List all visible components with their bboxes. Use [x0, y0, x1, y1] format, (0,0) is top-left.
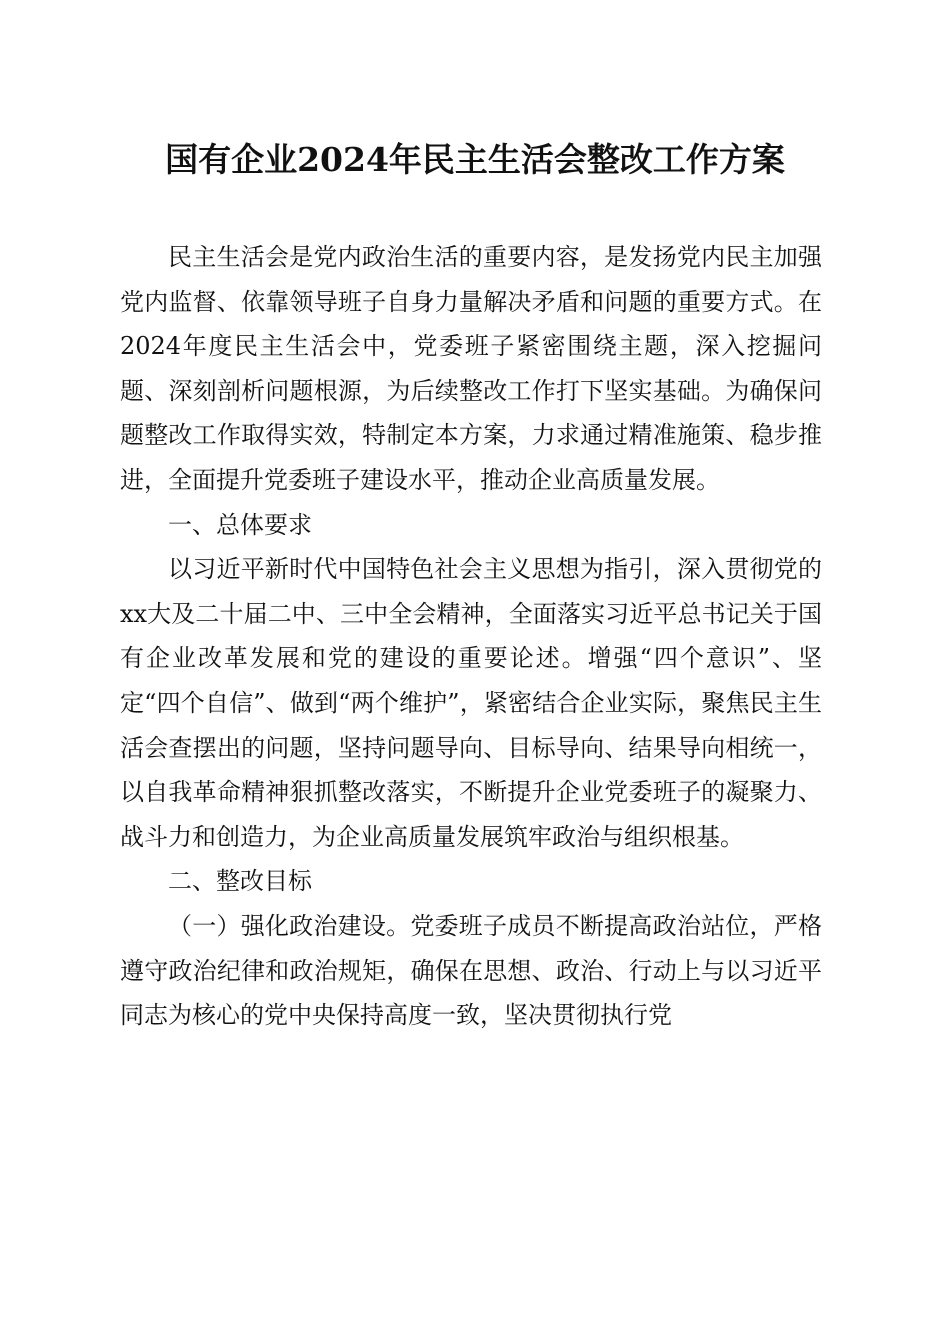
intro-paragraph: 民主生活会是党内政治生活的重要内容，是发扬党内民主加强党内监督、依靠领导班子自身力量解决矛盾和问题的重要方式。在2024年度民主生活会中，党委班子紧密围绕主题，深入挖掘问题、深刻剖析问题根源，为后续整改工作打下坚实基础。为确保问题整改工作取得实效，特制定本方案，力求通过精准施策、稳步推进，全面提升党委班子建设水平，推动企业高质量发展。: [120, 243, 822, 494]
section-heading-rectification-goals: 二、整改目标: [168, 867, 312, 896]
subsection-text: 党委班子成员不断提高政治站位，严格遵守政治纪律和政治规矩，确保在思想、政治、行动上与以习近平同志为核心的党中央保持高度一致，坚决贯彻执行党: [120, 911, 823, 1030]
section-heading-overall-requirements: 一、总体要求: [168, 510, 312, 539]
document-title: 国有企业2024年民主生活会整改工作方案: [165, 140, 785, 179]
subsection-lead: （一）强化政治建设。: [168, 911, 411, 940]
overall-requirements-paragraph: 以习近平新时代中国特色社会主义思想为指引，深入贯彻党的xx大及二十届二中、三中全会精神，全面落实习近平总书记关于国有企业改革发展和党的建设的重要论述。增强“四个意识”、坚定“四个自信”、做到“两个维护”，紧密结合企业实际，聚焦民主生活会查摆出的问题，坚持问题导向、目标导向、结果导向相统一，以自我革命精神狠抓整改落实，不断提升企业党委班子的凝聚力、战斗力和创造力，为企业高质量发展筑牢政治与组织根基。: [120, 555, 822, 851]
subsection-political-building: [120, 904, 822, 1038]
document-body: [120, 235, 822, 1038]
